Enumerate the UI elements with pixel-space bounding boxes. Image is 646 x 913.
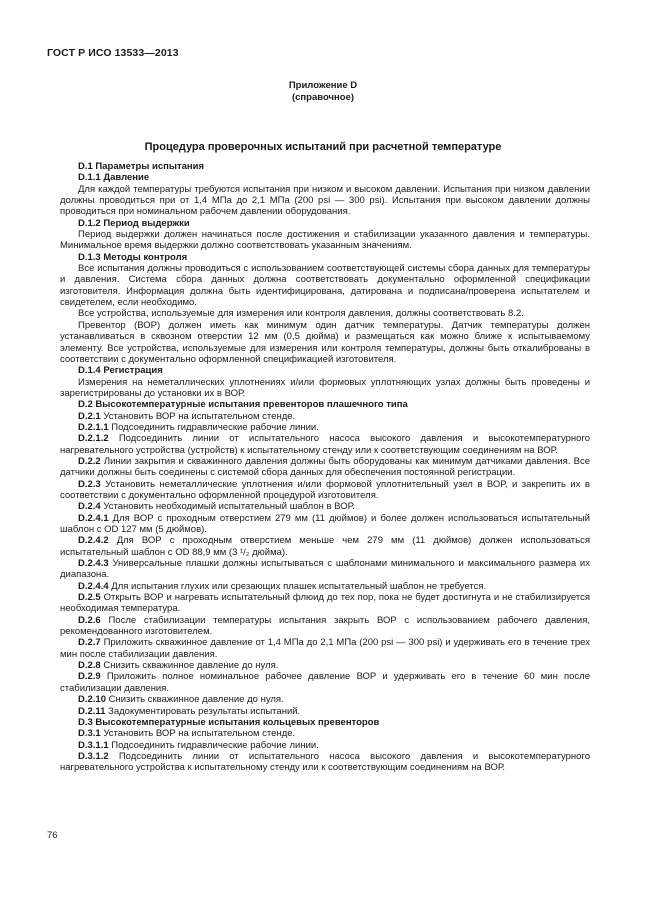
clause-paragraph <box>60 513 590 536</box>
clause-paragraph <box>60 740 590 751</box>
clause-text: Задокументировать результаты испытаний. <box>108 705 301 717</box>
document-body <box>60 161 590 774</box>
clause-text: Снизить скважинное давление до нуля. <box>108 694 284 706</box>
clause-text: Для испытания глухих или срезающих плашек испытательный шаблон не требуется. <box>111 580 487 592</box>
clause-number: D.2.4.2 <box>78 535 117 547</box>
clause-text: Открыть ВОР и нагревать испытательный флюид до тех пор, пока не будет достигнута и не стабилизируется необходимая температура. <box>60 592 590 615</box>
clause-paragraph <box>60 592 590 615</box>
clause-text: Подсоединить линии от испытательного насоса высокого давления и высокотемпературного нагревательного устройства (устройств) к испытательному стенду или к соответствующим соединениям на ВОР. <box>60 433 590 456</box>
clause-paragraph <box>60 706 590 717</box>
clause-text: Установить неметаллические уплотнения и/или формовой уплотнительный узел в ВОР, и закрепить их в соответствии с документально оформленной процедурой изготовителя. <box>60 478 590 501</box>
clause-paragraph <box>60 751 590 774</box>
clause-paragraph <box>60 433 590 456</box>
clause-number: D.2.2 <box>78 455 104 467</box>
clause-heading: D.3 Высокотемпературные испытания кольцевых превенторов <box>78 716 380 728</box>
clause-paragraph <box>60 671 590 694</box>
clause-number: D.2.7 <box>78 637 104 649</box>
clause-number: D.2.4.1 <box>78 512 113 524</box>
clause-text: Для ВОР с проходным отверстием 279 мм (11 дюймов) и более должен использоваться испытательный шаблон с OD 127 мм (5 дюймов). <box>60 512 590 535</box>
clause-text: Подсоединить гидравлические рабочие линии. <box>111 421 319 433</box>
clause-number: D.2.4.3 <box>78 558 113 570</box>
clause-number: D.2.4 <box>78 501 104 513</box>
clause-paragraph <box>60 694 590 705</box>
document-title: Процедура проверочных испытаний при расчетной температуре <box>144 141 502 153</box>
clause-paragraph <box>60 456 590 479</box>
clause-paragraph <box>60 479 590 502</box>
clause-paragraph <box>60 535 590 558</box>
clause-paragraph: Все устройства, используемые для измерения или контроля давления, должны соответствовать 8.2. <box>78 308 524 320</box>
clause-paragraph <box>60 660 590 671</box>
clause-paragraph: Для каждой температуры требуются испытания при низком и высоком давлении. Испытания при низком давлении должны проводиться при от 1,4 МПа до 2,1 МПа (200 psi — 300 psi). Испытания при высоком давлении должны проводиться при номинальном рабочем давлении оборудования. <box>60 183 590 218</box>
clause-number: D.2.1.2 <box>78 433 119 445</box>
clause-paragraph <box>60 501 590 512</box>
running-header: ГОСТ Р ИСО 13533—2013 <box>47 47 179 59</box>
clause-number: D.2.4.4 <box>78 580 112 592</box>
clause-heading: D.1.2 Период выдержки <box>78 217 190 229</box>
clause-text: Универсальные плашки должны испытываться с шаблонами минимального и максимального размера их диапазона. <box>60 558 590 581</box>
clause-number: D.2.11 <box>78 705 109 717</box>
clause-heading: D.1.4 Регистрация <box>78 365 163 377</box>
clause-number: D.2.9 <box>78 671 107 683</box>
clause-paragraph <box>60 411 590 422</box>
clause-heading: D.1.3 Методы контроля <box>78 251 188 263</box>
clause-text: Снизить скважинное давление до нуля. <box>103 660 279 672</box>
clause-text: Установить необходимый испытательный шаблон в ВОР. <box>103 501 355 513</box>
page-number: 76 <box>47 830 58 841</box>
clause-number: D.2.6 <box>78 614 109 626</box>
clause-text: Приложить полное номинальное рабочее давление ВОР и удерживать его в течение 60 мин после стабилизации давления. <box>60 671 590 694</box>
clause-paragraph <box>60 615 590 638</box>
clause-number: D.2.10 <box>78 694 109 706</box>
clause-paragraph: Период выдержки должен начинаться после достижения и стабилизации указанного давления и температуры. Минимальное время выдержки должно соответствовать указанным значениям. <box>60 229 590 252</box>
clause-paragraph <box>60 422 590 433</box>
clause-text: Установить ВОР на испытательном стенде. <box>103 728 296 740</box>
clause-text: Подсоединить гидравлические рабочие линии. <box>111 739 319 751</box>
clause-heading: D.1.1 Давление <box>78 172 150 184</box>
clause-heading: D.1 Параметры испытания <box>78 161 205 172</box>
clause-text: Установить ВОР на испытательном стенде. <box>103 410 296 422</box>
clause-number: D.3.1.2 <box>78 750 119 762</box>
clause-text: Подсоединить линии от испытательного насоса высокого давления и высокотемпературного нагревательного устройства к испытательному стенду или к соответствующим соединениям на ВОР. <box>60 750 590 774</box>
clause-paragraph: Превентор (ВОР) должен иметь как минимум один датчик температуры. Датчик температуры должен устанавливаться в сквозном отверстии 12 мм (0,5 дюйма) и размещаться как можно ближе к испытываемому элементу. Все устройства, используемые для измерения или контроля температуры, должны быть откалиброваны в соответствии с документально оформленной спецификацией изготовителя. <box>60 319 590 365</box>
annex-block <box>0 80 646 103</box>
clause-number: D.2.8 <box>78 660 104 672</box>
annex-label: Приложение D <box>288 80 358 91</box>
clause-number: D.2.1 <box>78 410 104 422</box>
clause-number: D.2.1.1 <box>78 421 112 433</box>
clause-number: D.3.1.1 <box>78 739 112 751</box>
clause-paragraph <box>60 581 590 592</box>
clause-text: Приложить скважинное давление от 1,4 МПа до 2,1 МПа (200 psi — 300 psi) и удерживать его в течение трех мин после стабилизации давления. <box>60 637 590 660</box>
clause-paragraph: Измерения на неметаллических уплотнениях и/или формовых уплотняющих узлах должны быть проведены и зарегистрированы до установки их в ВОР. <box>60 376 590 399</box>
clause-paragraph <box>60 728 590 739</box>
clause-heading: D.2 Высокотемпературные испытания превенторов плашечного типа <box>78 399 408 411</box>
clause-text: Для ВОР с проходным отверстием меньше чем 279 мм (11 дюймов) должен использоваться испытательный шаблон с OD 88,9 мм (3 ¹/₂ дюйма). <box>60 535 590 558</box>
clause-text: После стабилизации температуры испытания закрыть ВОР с использованием рабочего давления, рекомендованного изготовителем. <box>60 614 590 638</box>
clause-text: Линии закрытия и скважинного давления должны быть оборудованы как минимум датчиками давления. Все датчики должны быть соединены с системой сбора данных для обеспечения постоянной регистрации. <box>60 455 590 479</box>
clause-paragraph <box>60 558 590 581</box>
clause-number: D.3.1 <box>78 728 104 740</box>
annex-type: (справочное) <box>291 91 355 103</box>
clause-number: D.2.5 <box>78 592 104 604</box>
clause-paragraph: Все испытания должны проводиться с использованием соответствующей системы сбора данных для температуры и давления. Система сбора данных должна соответствовать документально оформленной спецификации изготовителя. Информация должна быть идентифицирована, датирована и подписана/проверена испытателем и свидетелем, если необходимо. <box>60 263 590 309</box>
clause-paragraph <box>60 637 590 660</box>
clause-number: D.2.3 <box>78 478 106 490</box>
